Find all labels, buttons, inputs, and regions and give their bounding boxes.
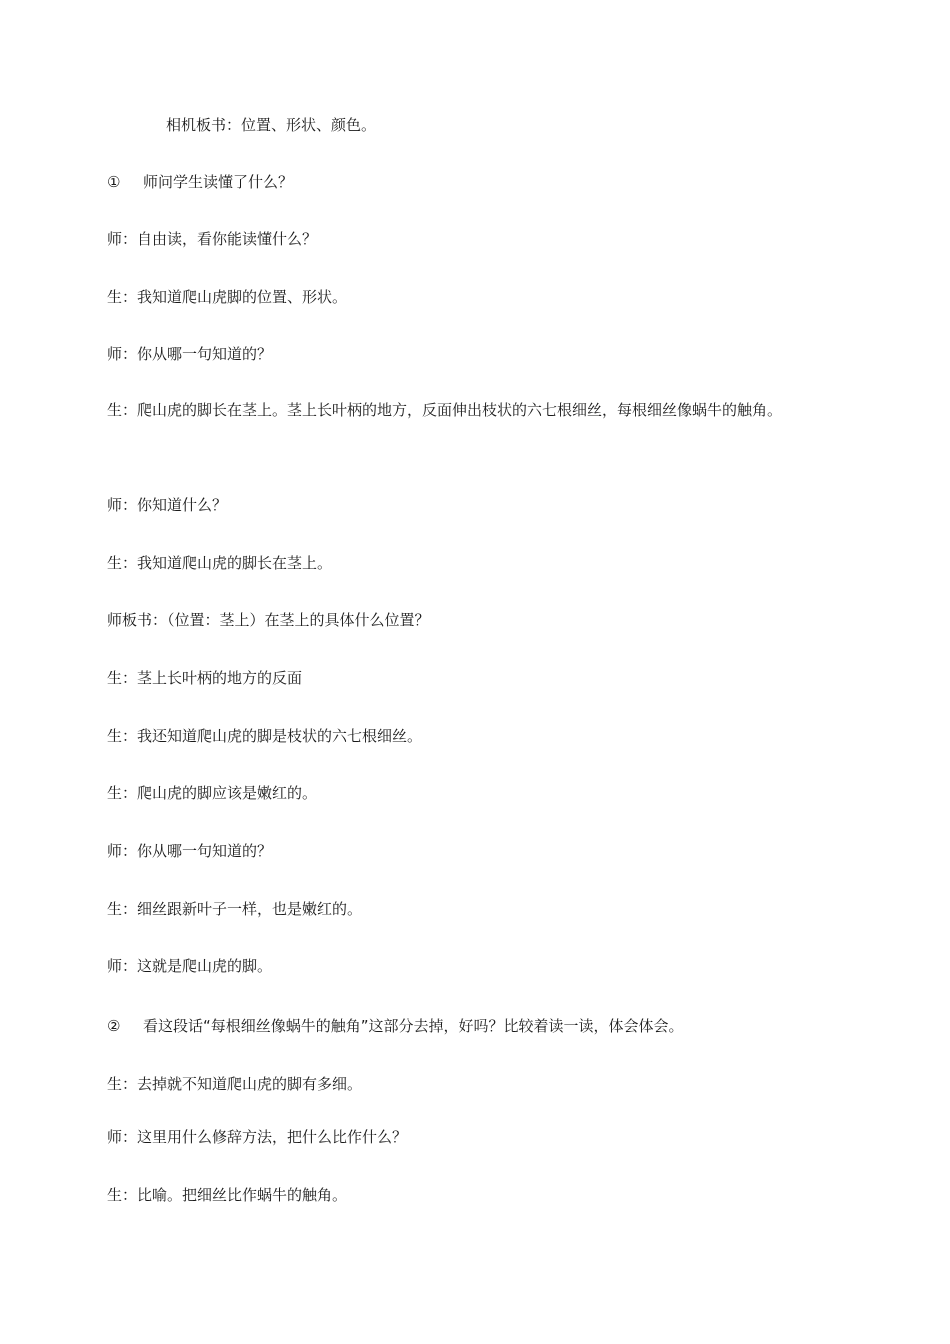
dialogue-line: 生：爬山虎的脚应该是嫩红的。 (107, 784, 318, 802)
dialogue-line: 生：我还知道爬山虎的脚是枝状的六七根细丝。 (107, 727, 423, 745)
dialogue-line: 生：茎上长叶柄的地方的反面 (107, 669, 303, 687)
dialogue-line: 生：我知道爬山虎的脚长在茎上。 (107, 554, 333, 572)
dialogue-line: 师：你知道什么？ (107, 496, 228, 514)
dialogue-line: 生：我知道爬山虎脚的位置、形状。 (107, 288, 348, 306)
board-note: 相机板书：位置、形状、颜色。 (166, 116, 377, 134)
dialogue-line: 师：这里用什么修辞方法，把什么比作什么？ (107, 1128, 408, 1146)
dialogue-line-wrapped: 生：爬山虎的脚长在茎上。茎上长叶柄的地方，反面伸出枝状的六七根细丝，每根细丝像蜗牛的触角。 (107, 401, 783, 419)
dialogue-line: 生：比喻。把细丝比作蜗牛的触角。 (107, 1186, 348, 1204)
dialogue-line: 师板书：（位置：茎上）在茎上的具体什么位置？ (107, 611, 430, 629)
dialogue-line: 师：你从哪一句知道的？ (107, 345, 273, 363)
dialogue-line: 生：细丝跟新叶子一样，也是嫩红的。 (107, 900, 363, 918)
dialogue-line: 师：你从哪一句知道的？ (107, 842, 273, 860)
item-marker: ② (107, 1017, 121, 1035)
item-text: 师问学生读懂了什么？ (143, 173, 294, 191)
dialogue-line: 师：这就是爬山虎的脚。 (107, 957, 273, 975)
numbered-item-1 (107, 172, 293, 192)
numbered-item-2 (107, 1016, 684, 1036)
item-marker: ① (107, 173, 121, 191)
item-text: 看这段话“每根细丝像蜗牛的触角”这部分去掉，好吗？比较着读一读，体会体会。 (143, 1017, 684, 1035)
dialogue-line: 师：自由读，看你能读懂什么？ (107, 230, 318, 248)
dialogue-line: 生：去掉就不知道爬山虎的脚有多细。 (107, 1075, 363, 1093)
